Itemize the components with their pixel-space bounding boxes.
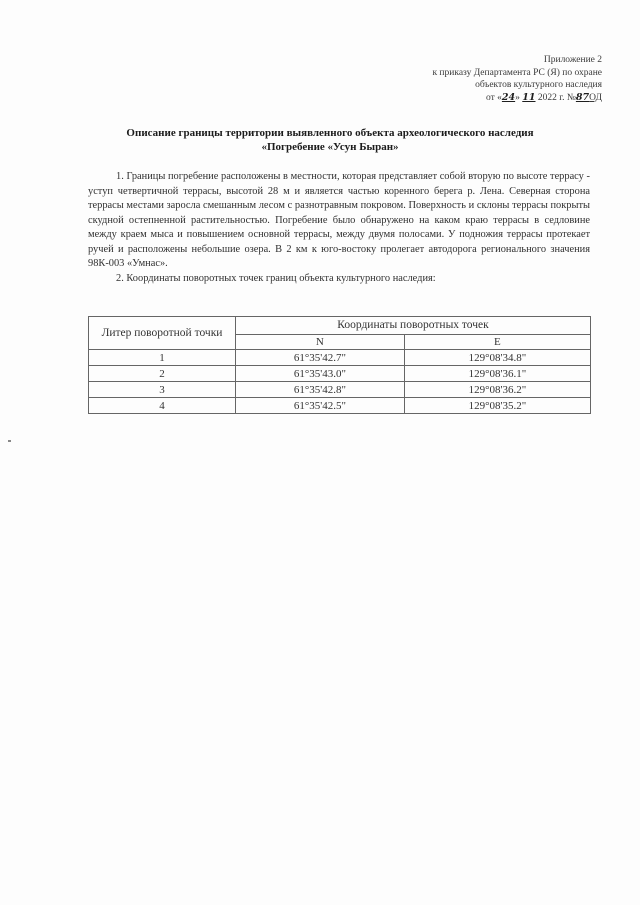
appendix-title: Приложение 2: [543, 55, 602, 65]
cell-n: 61°35'42.8": [236, 382, 405, 398]
scan-margin-mark: [8, 440, 11, 442]
table-row: [89, 366, 591, 382]
coordinates-table: [88, 316, 591, 414]
appendix-order-ref: к приказу Департамента РС (Я) по охране: [432, 67, 602, 78]
cell-e: 129°08'36.2": [404, 382, 590, 398]
cell-liter: 4: [89, 398, 236, 414]
cell-n: 61°35'43.0": [236, 366, 405, 382]
cell-n: 61°35'42.5": [236, 398, 405, 414]
cell-n: 61°35'42.7": [236, 350, 405, 366]
document-body: [88, 170, 590, 286]
handwritten-order-number: 87: [575, 91, 590, 103]
cell-liter: 3: [89, 382, 236, 398]
cell-e: 129°08'36.1": [404, 366, 590, 382]
cell-e: 129°08'35.2": [404, 398, 590, 414]
order-suffix: ОД: [589, 92, 602, 103]
title-line-1: Описание границы территории выявленного объекта археологического наследия: [126, 127, 534, 139]
document-title: [60, 126, 600, 154]
cell-liter: 1: [89, 350, 236, 366]
header-e: E: [404, 334, 590, 349]
header-coordinates: Координаты поворотных точек: [236, 317, 591, 335]
paragraph-boundaries: 1. Границы погребение расположены в местности, которая представляет собой вторую по высоте террасу - уступ четвертичной террасы, высотой 28 м и является частью коренного берега р. Лена. Северная сторона террасы местами заросла смешанным лесом с разнотравным покровом. Поверхность и склоны террасы покрыты скудной остепненной растительностью. Погребение было обнаружено на каком краю террасы в седловине между краем мыса и повышением основной террасы, между двумя полосами. У подножия террасы протекает ручей и расположены небольшие озера. В 2 км к юго-востоку пролегает автодорога регионального значения 98К-003 «Умнас».: [88, 171, 590, 269]
paragraph-coordinates-intro: 2. Координаты поворотных точек границ объекта культурного наследия:: [116, 272, 436, 284]
table-row: [89, 350, 591, 366]
title-line-2: «Погребение «Усун Быран»: [261, 141, 399, 153]
table-row: [89, 398, 591, 414]
header-liter: Литер поворотной точки: [89, 317, 236, 350]
cell-e: 129°08'34.8": [404, 350, 590, 366]
handwritten-day: 24: [501, 91, 516, 103]
header-n: N: [236, 334, 405, 349]
table-header-row: [89, 317, 591, 335]
cell-liter: 2: [89, 366, 236, 382]
handwritten-month: 11: [522, 91, 536, 103]
table-row: [89, 382, 591, 398]
appendix-header: [362, 54, 602, 104]
appendix-date-line: от «24» 11 2022 г. №87ОД: [486, 91, 602, 103]
appendix-department: объектов культурного наследия: [475, 80, 602, 90]
